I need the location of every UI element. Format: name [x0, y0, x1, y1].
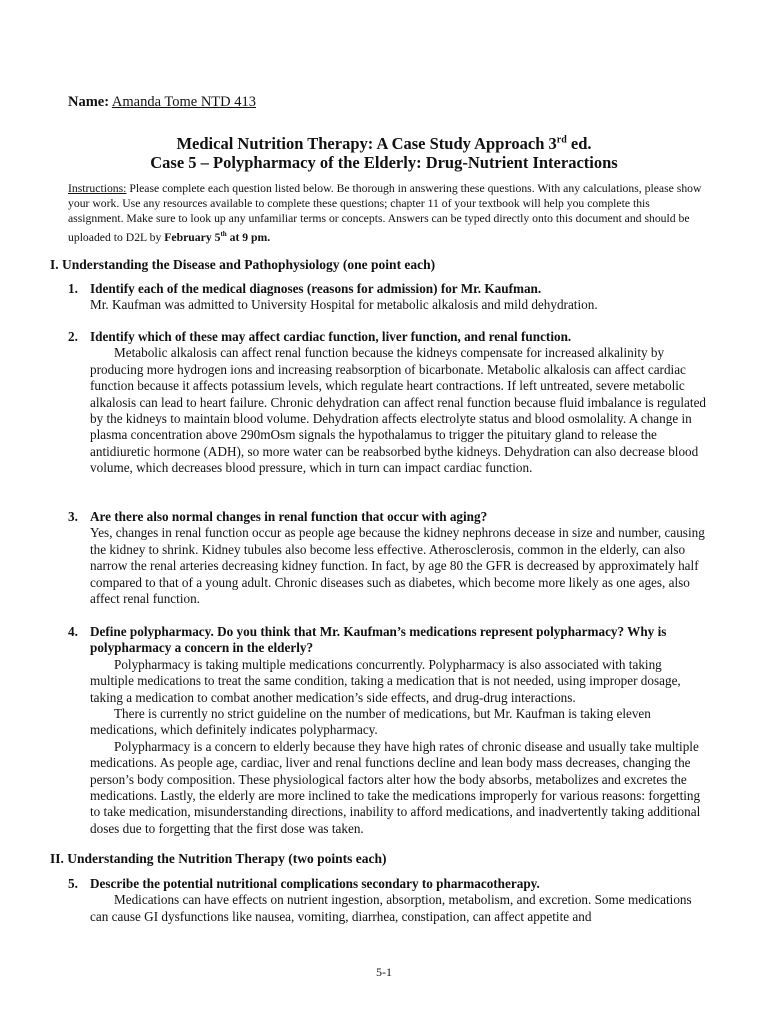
section-1-heading: I. Understanding the Disease and Pathophysiology (one point each): [50, 257, 436, 272]
question-number: 4.: [68, 624, 78, 639]
question-text: Describe the potential nutritional complications secondary to pharmacotherapy.: [90, 876, 540, 891]
page-number: 5-1: [376, 965, 392, 979]
title-edition: ed.: [566, 134, 592, 153]
answer-text: Medications can have effects on nutrient ingestion, absorption, metabolism, and excretion. Some medications can cause GI dysfunctions like nausea, vomiting, diarrhea, constipation, can affect appetite and: [90, 892, 692, 924]
question-number: 5.: [68, 876, 78, 891]
deadline-sup: th: [220, 229, 227, 238]
question-number: 1.: [68, 281, 78, 296]
answer-text: Metabolic alkalosis can affect renal function because the kidneys compensate for increased alkalinity by producing more hydrogen ions and increasing reabsorption of bicarbonate. Metabolic alkalosis can affect cardiac function because it affects potassium levels, which regulate heart contractions. If left untreated, severe metabolic alkalosis can lead to heart failure. Chronic dehydration can affect renal function because fluid imbalance is regulated by the kidneys to maintain blood volume. Dehydration affects electrolyte status and blood osmolality. A change in plasma concentration above 290mOsm signals the hypothalamus to trigger the pituitary gland to release the antidiuretic hormone (ADH), so more water can be reabsorbed bythe kidneys. Dehydration can also decrease blood volume, which decreases blood pressure, which in turn can impact cardiac function.: [90, 345, 707, 476]
question-text: Are there also normal changes in renal function that occur with aging?: [90, 509, 488, 524]
name-label: Name:: [68, 94, 110, 110]
answer-paragraph-3: Polypharmacy is a concern to elderly because they have high rates of chronic disease and usually take multiple medications. As people age, cardiac, liver and renal functions decline and lean body mass decreases, changing the person’s body composition. These physiological factors alter how the body absorbs, metabolizes and excretes the medications. Lastly, the elderly are more inclined to take the medications improperly for various reasons: forgetting to take medication, misunderstanding directions, inability to afford medications, and inadvertently taking additional doses due to forgetting that the first dose was taken.: [90, 738, 701, 836]
answer-paragraph-1: Polypharmacy is taking multiple medications concurrently. Polypharmacy is also associated with taking multiple medications to treat the same condition, taking a medication that is not needed, using improper dosage, taking a medication to combat another medication’s side effects, and drug-drug interactions.: [90, 656, 681, 705]
question-3: [68, 509, 708, 607]
question-4: [68, 624, 708, 837]
case-title: Case 5 – Polypharmacy of the Elderly: Drug-Nutrient Interactions: [150, 153, 618, 172]
question-text: Identify which of these may affect cardiac function, liver function, and renal function.: [90, 329, 572, 344]
instructions-label: Instructions:: [68, 182, 127, 195]
question-number: 2.: [68, 329, 78, 344]
instructions-text: Please complete each question listed below. Be thorough in answering these questions. With any calculations, please show your work. Use any resources available to complete these questions; chapter 11 of your textbook will help you complete this assignment. Make sure to look up any unfamiliar terms or concepts. Answers can be typed directly onto this document and should be uploaded to D2L by: [68, 182, 702, 244]
answer-text: Mr. Kaufman was admitted to University Hospital for metabolic alkalosis and mild dehydration.: [90, 297, 598, 313]
question-2: [68, 329, 708, 477]
question-1: [68, 281, 708, 314]
question-text: Identify each of the medical diagnoses (reasons for admission) for Mr. Kaufman.: [90, 281, 542, 296]
title-sup: rd: [556, 134, 567, 146]
document-title: [0, 134, 768, 154]
answer-paragraph-2: There is currently no strict guideline on the number of medications, but Mr. Kaufman is taking eleven medications, which definitely indicates polypharmacy.: [90, 706, 651, 738]
title-text: Medical Nutrition Therapy: A Case Study Approach 3: [176, 134, 557, 153]
question-5: [68, 876, 708, 925]
question-text: Define polypharmacy. Do you think that Mr. Kaufman’s medications represent polypharmacy? Why is polypharmacy a concern in the elderly?: [90, 624, 667, 656]
deadline-time: at 9 pm.: [226, 230, 271, 244]
deadline: [164, 231, 270, 244]
answer-text: Yes, changes in renal function occur as people age because the kidney nephrons decease in size and number, causing the kidney to shrink. Kidney tubules also become less effective. Atherosclerosis, common in the elderly, can also narrow the renal arteries decreasing kidney function. In fact, by age 80 the GFR is decreased by approximately half compared to that of a young adult. Chronic diseases such as diabetes, which become more likely as one ages, also affect renal function.: [90, 525, 705, 607]
instructions: [68, 181, 708, 245]
name-line: [68, 94, 256, 111]
section-2-heading: II. Understanding the Nutrition Therapy (two points each): [50, 851, 387, 866]
question-number: 3.: [68, 509, 78, 524]
student-name: Amanda Tome NTD 413: [111, 94, 256, 110]
deadline-date: February 5: [164, 230, 221, 244]
